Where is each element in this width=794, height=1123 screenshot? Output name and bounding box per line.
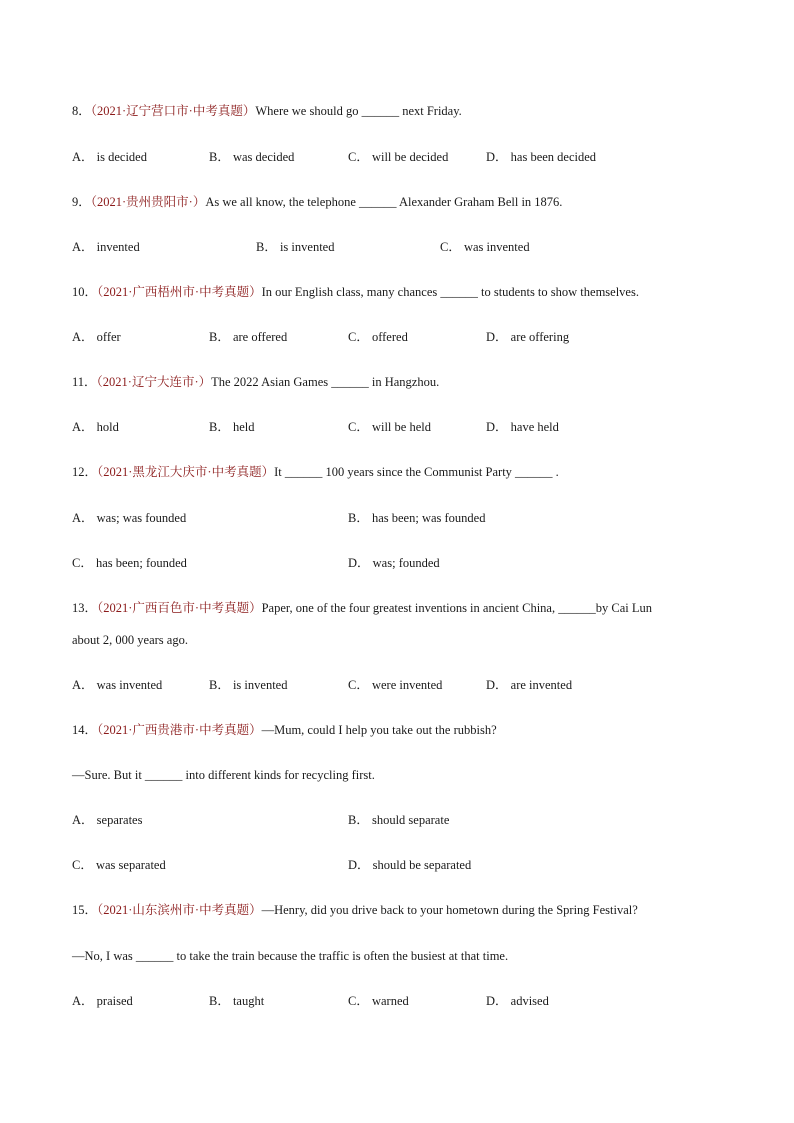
question-text: —Henry, did you drive back to your hometown during the Spring Festival? (261, 903, 638, 917)
option-d[interactable]: D． was; founded (348, 556, 440, 570)
option-d[interactable]: D． are offering (486, 330, 570, 344)
option-b[interactable]: B． should separate (348, 813, 450, 827)
question-number: 15． (72, 903, 98, 917)
question-text: It ______ 100 years since the Communist Party ______ . (274, 465, 559, 479)
option-d[interactable]: D． should be separated (348, 858, 472, 872)
option-a[interactable]: A． invented (72, 240, 140, 254)
question-source: （2021·黑龙江大庆市·中考真题） (97, 465, 275, 479)
option-c[interactable]: C． will be decided (348, 150, 449, 164)
question-13-stem (72, 600, 652, 616)
question-source: （2021·广西贵港市·中考真题） (97, 723, 262, 737)
question-15-stem (72, 902, 638, 918)
option-c[interactable]: C． were invented (348, 678, 443, 692)
option-b[interactable]: B． is invented (256, 240, 335, 254)
question-15-stem-continued: —No, I was ______ to take the train because the traffic is often the busiest at that time. (72, 949, 509, 963)
option-a[interactable]: A． separates (72, 813, 143, 827)
option-c[interactable]: C． was invented (440, 240, 530, 254)
option-a[interactable]: A． hold (72, 420, 119, 434)
option-a[interactable]: A． praised (72, 994, 133, 1008)
option-b[interactable]: B． held (209, 420, 255, 434)
option-b[interactable]: B． is invented (209, 678, 288, 692)
question-14-stem (72, 722, 497, 738)
option-d[interactable]: D． have held (486, 420, 559, 434)
option-d[interactable]: D． are invented (486, 678, 573, 692)
question-source: （2021·贵州贵阳市·） (90, 195, 206, 209)
question-11-stem (72, 374, 439, 390)
question-number: 11． (72, 375, 97, 389)
option-a[interactable]: A． was; was founded (72, 511, 187, 525)
question-source: （2021·广西梧州市·中考真题） (97, 285, 262, 299)
option-a[interactable]: A． offer (72, 330, 121, 344)
option-a[interactable]: A． is decided (72, 150, 147, 164)
option-c[interactable]: C． will be held (348, 420, 431, 434)
question-number: 10． (72, 285, 98, 299)
option-c[interactable]: C． offered (348, 330, 408, 344)
question-source: （2021·广西百色市·中考真题） (97, 601, 262, 615)
question-number: 13． (72, 601, 98, 615)
question-12-stem (72, 464, 559, 480)
option-d[interactable]: D． advised (486, 994, 549, 1008)
question-text: The 2022 Asian Games ______ in Hangzhou. (211, 375, 440, 389)
question-source: （2021·辽宁大连市·） (96, 375, 212, 389)
option-b[interactable]: B． has been; was founded (348, 511, 486, 525)
option-b[interactable]: B． taught (209, 994, 265, 1008)
question-number: 9． (72, 195, 91, 209)
question-text: As we all know, the telephone ______ Alexander Graham Bell in 1876. (205, 195, 563, 209)
option-b[interactable]: B． was decided (209, 150, 295, 164)
question-text: —Mum, could I help you take out the rubbish? (261, 723, 497, 737)
option-d[interactable]: D． has been decided (486, 150, 597, 164)
option-c[interactable]: C． has been; founded (72, 556, 187, 570)
question-text: In our English class, many chances ______ to students to show themselves. (261, 285, 639, 299)
question-text: Where we should go ______ next Friday. (255, 104, 462, 118)
question-source: （2021·辽宁营口市·中考真题） (90, 104, 256, 118)
option-c[interactable]: C． warned (348, 994, 409, 1008)
question-number: 8． (72, 104, 91, 118)
question-source: （2021·山东滨州市·中考真题） (97, 903, 262, 917)
question-9-stem (72, 194, 562, 210)
question-14-stem-continued: —Sure. But it ______ into different kinds for recycling first. (72, 768, 375, 782)
option-c[interactable]: C． was separated (72, 858, 166, 872)
question-number: 12． (72, 465, 98, 479)
option-b[interactable]: B． are offered (209, 330, 288, 344)
question-10-stem (72, 284, 639, 300)
option-a[interactable]: A． was invented (72, 678, 163, 692)
question-number: 14． (72, 723, 98, 737)
question-text: Paper, one of the four greatest inventions in ancient China, ______by Cai Lun (261, 601, 652, 615)
question-13-stem-continued: about 2, 000 years ago. (72, 633, 188, 647)
question-8-stem (72, 103, 462, 119)
